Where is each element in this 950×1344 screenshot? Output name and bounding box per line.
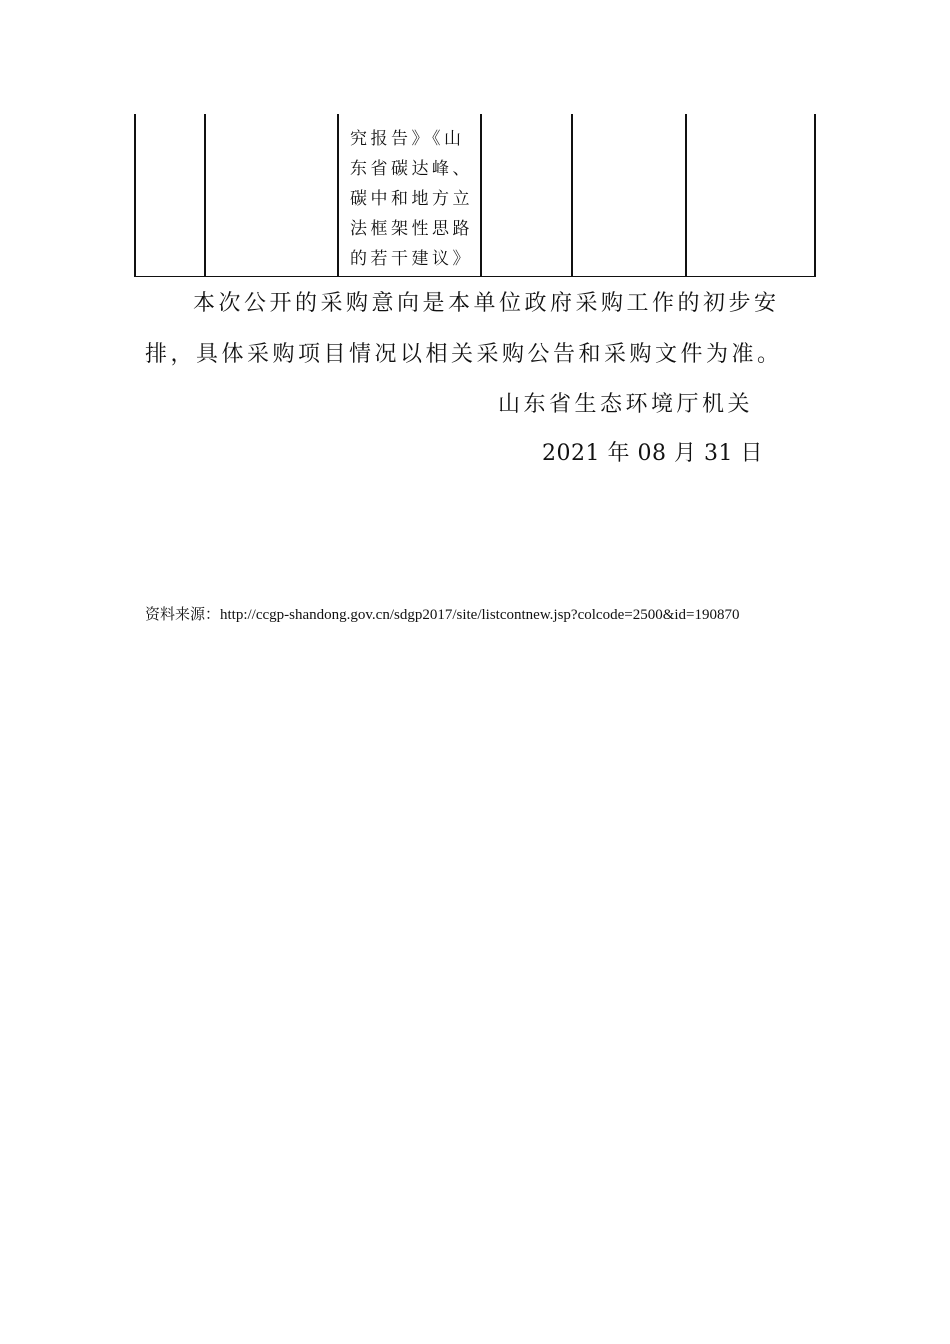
table-column-divider: [480, 114, 482, 277]
table-cell-line: 碳中和地方立: [350, 189, 473, 209]
table-cell-line: 究报告》《山: [350, 129, 465, 149]
table-cell-line: 东省碳达峰、: [350, 159, 473, 179]
table-column-divider: [204, 114, 206, 277]
table-border-left: [134, 114, 136, 277]
table-cell-line: 法框架性思路: [350, 219, 473, 239]
source-link[interactable]: 资料来源：http://ccgp-shandong.gov.cn/sdgp2017/site/listcontnew.jsp?colcode=2500&id=190870: [145, 607, 740, 623]
notice-paragraph-line-2: 排，具体采购项目情况以相关采购公告和采购文件为准。: [145, 342, 783, 367]
table-column-divider: [571, 114, 573, 277]
table-border-bottom: [134, 276, 816, 278]
table-cell-line: 的若干建议》: [350, 249, 473, 269]
table-cell-project-content: [350, 124, 478, 274]
table-column-divider: [337, 114, 339, 277]
table-column-divider: [685, 114, 687, 277]
table-border-right: [814, 114, 816, 277]
procurement-table-fragment: [134, 114, 816, 277]
signature-date: 2021 年 08 月 31 日: [542, 441, 763, 466]
notice-paragraph-line-1: 本次公开的采购意向是本单位政府采购工作的初步安: [193, 291, 780, 316]
signature-organization: 山东省生态环境厅机关: [498, 392, 754, 417]
